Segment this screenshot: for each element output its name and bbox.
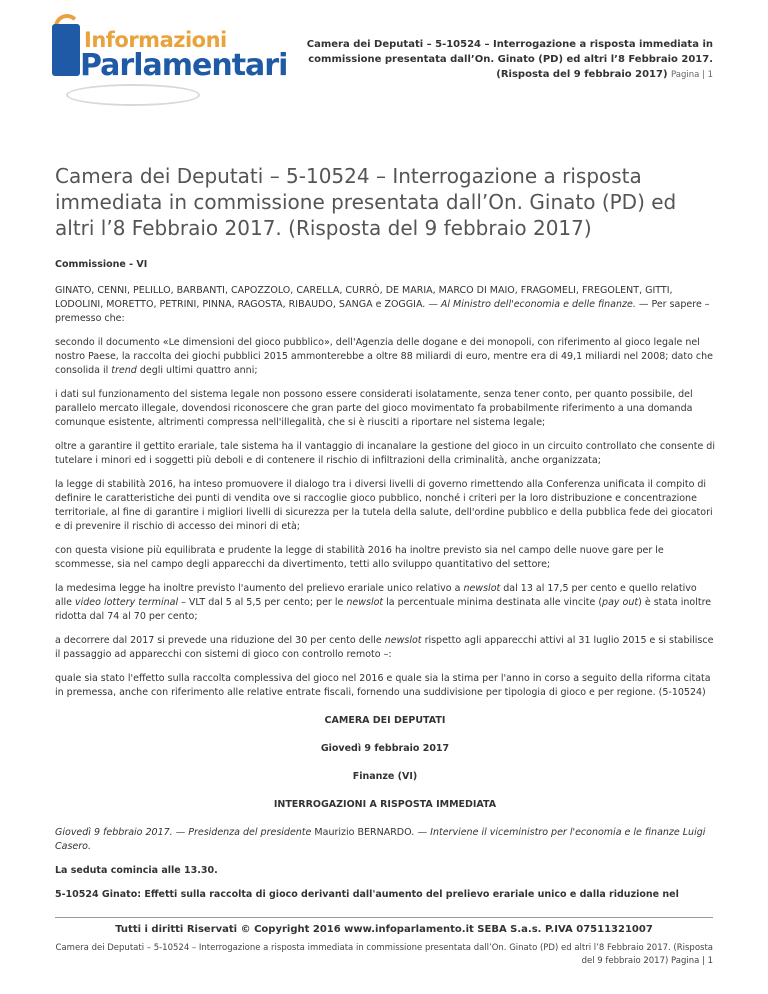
heading-finanze: Finanze (VI) — [352, 771, 418, 782]
premise-6-e: ) è stata inoltre ridotta dal 74 al 70 per cento; — [55, 597, 712, 622]
document-body — [55, 258, 715, 912]
logo-text-informazioni: Informazioni — [84, 28, 227, 52]
signers-list[interactable]: GINATO, CENNI, PELILLO, BARBANTI, CAPOZZOLO, CARELLA, CURRÒ, DE MARIA, MARCO DI MAIO, FRAGOMELI, FREGOLENT, GITTI, LODOLINI, MORETTO, PETRINI, PINNA, RAGOSTA, RIBAUDO, SANGA e ZOGGIA. — [55, 285, 673, 310]
item-code-link[interactable]: 5-10524 — [55, 889, 99, 900]
heading-date: Giovedì 9 febbraio 2017 — [320, 743, 450, 754]
premise-6-vlt: video lottery terminal — [74, 597, 179, 608]
premise-5: con questa visione più equilibrata e prudente la legge di stabilità 2016 ha inoltre previsto sia nel campo delle nuove gare per le scommesse, sia nel campo degli apparecchi da divertimento, tetti allo sviluppo quantitativo del settore; — [55, 545, 664, 570]
per-sapere: — Per sapere – premesso che: — [55, 299, 710, 324]
premise-1-trend: trend — [111, 365, 137, 376]
page-header — [273, 37, 713, 83]
session-start: La seduta comincia alle 13.30. — [55, 865, 218, 876]
session-president-link[interactable]: Maurizio BERNARDO — [314, 827, 412, 838]
premise-2: i dati sul funzionamento del sistema legale non possono essere considerati isolatamente, senza tener conto, per quanto possibile, del parallelo mercato illegale, dovendosi riconoscere che gran parte del gioco movimentato fa probabilmente riferimento a una domanda comunque esistente, altrimenti compressa nell'illegalità, che si è riusciti a riportare nel sistema legale; — [55, 389, 693, 428]
logo-oval — [66, 84, 200, 106]
document-title: Camera dei Deputati – 5-10524 – Interrogazione a risposta immediata in commissione presentata dall’On. Ginato (PD) ed altri l’8 Febbraio 2017. (Risposta del 9 febbraio 2017) — [55, 164, 677, 241]
premise-7-newslot: newslot — [384, 635, 422, 646]
premise-4: la legge di stabilità 2016, ha inteso promuovere il dialogo tra i diversi livelli di governo rimettendo alla Conferenza unificata il compito di definire le caratteristiche dei punti di vendita ove si raccoglie gioco pubblico, nonché i criteri per la loro distribuzione e concentrazione territoriale, al fine di garantire i migliori livelli di sicurezza per la tutela della salute, dell'ordine pubblico e della pubblica fede dei giocatori e di prevenire il rischio di accesso dei minori di età; — [55, 479, 713, 532]
session-info-b: . — Interviene il viceministro per l'economia e le finanze Luigi Casero. — [55, 827, 706, 852]
premise-6 — [55, 582, 715, 624]
heading-interrogazioni: INTERROGAZIONI A RISPOSTA IMMEDIATA — [273, 799, 497, 810]
premise-7-b: rispetto agli apparecchi attivi al 31 luglio 2015 e si stabilisce il passaggio ad apparecchi con sistemi di gioco con controllo remoto –: — [55, 635, 714, 660]
premise-7-a: a decorrere dal 2017 si prevede una riduzione del 30 per cento delle — [55, 635, 382, 646]
footer-text: Camera dei Deputati – 5-10524 – Interrogazione a risposta immediata in commissione presentata dall’On. Ginato (PD) ed altri l’8 Febbraio 2017. (Risposta del 9 febbraio 2017) — [55, 943, 713, 966]
site-logo — [52, 14, 288, 106]
premise-3: oltre a garantire il gettito erariale, tale sistema ha il vantaggio di incanalare la gestione del gioco in un circuito controllato che consente di tutelare i minori ed i soggetti più deboli e di contenere il rischio di infiltrazioni della criminalità, anche organizzata; — [55, 441, 715, 466]
premise-6-a: la medesima legge ha inoltre previsto l'aumento del prelievo erariale unico relativo a — [55, 583, 461, 594]
premise-6-newslot-2: newslot — [346, 597, 384, 608]
logo-mark — [52, 24, 80, 76]
session-info-a: Giovedì 9 febbraio 2017. — Presidenza del presidente — [55, 827, 312, 838]
premise-6-d: la percentuale minima destinata alle vincite ( — [386, 597, 603, 608]
footer-page-number: Pagina | 1 — [671, 956, 713, 966]
addressee: — Al Ministro dell'economia e delle finanze. — [428, 299, 636, 310]
footer-divider — [55, 917, 713, 918]
signers-paragraph — [55, 284, 715, 326]
logo-text-parlamentari: Parlamentari — [80, 48, 288, 83]
session-info — [55, 826, 715, 854]
premise-1-text: secondo il documento «Le dimensioni del gioco pubblico», dell'Agenzia delle dogane e dei monopoli, con riferimento al gioco legale nel nostro Paese, la raccolta dei giochi pubblici 2015 ammonterebbe a oltre 88 miliardi di euro, mentre era di 49,1 miliardi nel 2008; dato che consolida il — [55, 337, 714, 376]
premise-6-c: – VLT dal 5 al 5,5 per cento; per le — [181, 597, 344, 608]
premise-6-b: dal 13 al 17,5 per cento e quello relativo alle — [55, 583, 697, 608]
premise-1 — [55, 336, 715, 378]
premise-7 — [55, 634, 715, 662]
header-text: Camera dei Deputati – 5-10524 – Interrogazione a risposta immediata in commissione presentata dall’On. Ginato (PD) ed altri l’8 Febbraio 2017. (Risposta del 9 febbraio 2017) — [306, 39, 713, 80]
question: quale sia stato l'effetto sulla raccolta complessiva del gioco nel 2016 e quale sia la stima per l'anno in corso a seguito della riforma citata in premessa, anche con riferimento alle relative entrate fiscali, fornendo una suddivisione per tipologia di gioco e per regione. (5-10524) — [55, 673, 711, 698]
item-heading — [55, 888, 715, 902]
heading-camera: CAMERA DEI DEPUTATI — [324, 715, 446, 726]
premise-6-payout: pay out — [602, 597, 639, 608]
header-page-number: Pagina | 1 — [671, 70, 713, 80]
footer-copyright: Tutti i diritti Riservati © Copyright 2016 www.infoparlamento.it SEBA S.a.s. P.IVA 07511321007 — [115, 924, 653, 935]
premise-1-end: degli ultimi quattro anni; — [139, 365, 258, 376]
premise-6-newslot: newslot — [463, 583, 501, 594]
commission-label: Commissione - VI — [55, 259, 148, 270]
item-title: Ginato: Effetti sulla raccolta di gioco derivanti dall'aumento del prelievo erariale unico e dalla riduzione nel — [101, 889, 679, 900]
footer-info — [53, 942, 713, 968]
